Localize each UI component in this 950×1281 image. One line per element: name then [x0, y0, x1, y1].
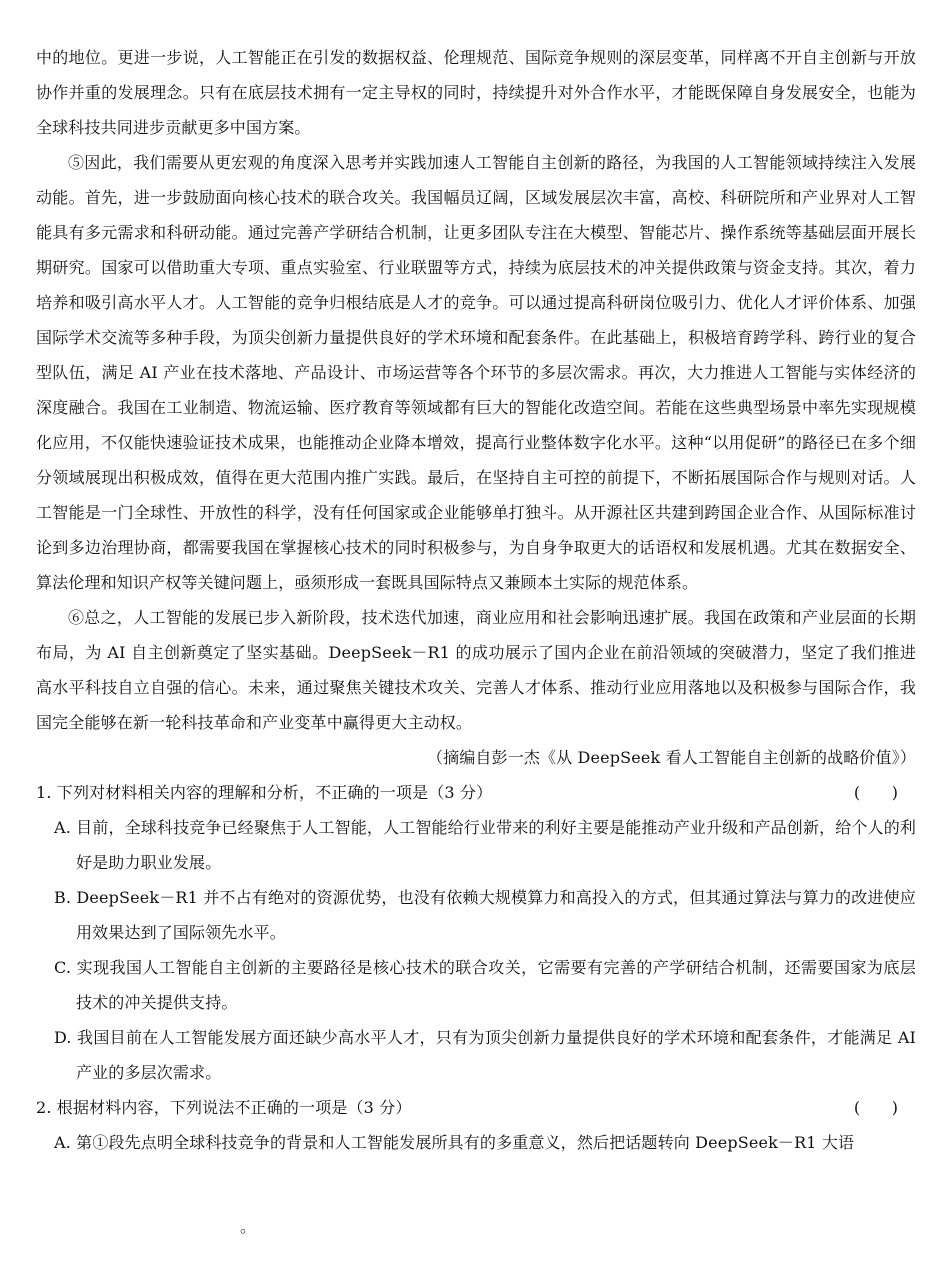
question-1-stem	[36, 775, 916, 810]
paragraph-6: ⑥总之，人工智能的发展已步入新阶段，技术迭代加速，商业应用和社会影响迅速扩展。我国在政策和产业层面的长期布局，为 AI 自主创新奠定了坚实基础。DeepSeek－R1 的成功展示了国内企业在前沿领域的突破潜力，坚定了我们推进高水平科技自立自强的信心。未来，通过聚焦关键技术攻关、完善人才体系、推动行业应用落地以及积极参与国际合作，我国完全能够在新一轮科技革命和产业变革中赢得更大主动权。	[36, 608, 916, 732]
source-citation: （摘编自彭一杰《从 DeepSeek 看人工智能自主创新的战略价值》）	[426, 748, 916, 767]
question-1-option-a: A. 目前，全球科技竞争已经聚焦于人工智能，人工智能给行业带来的利好主要是能推动产业升级和产品创新，给个人的利好是助力职业发展。	[54, 818, 916, 872]
question-1-text: 1. 下列对材料相关内容的理解和分析，不正确的一项是（3 分）	[36, 783, 493, 802]
intro-paragraph: 中的地位。更进一步说，人工智能正在引发的数据权益、伦理规范、国际竞争规则的深层变革，同样离不开自主创新与开放协作并重的发展理念。只有在底层技术拥有一定主导权的同时，持续提升对外合作水平，才能既保障自身发展安全，也能为全球科技共同进步贡献更多中国方案。	[36, 48, 916, 137]
question-1-option-d: D. 我国目前在人工智能发展方面还缺少高水平人才，只有为顶尖创新力量提供良好的学术环境和配套条件，才能满足 AI 产业的多层次需求。	[54, 1028, 916, 1082]
paragraph-5: ⑤因此，我们需要从更宏观的角度深入思考并实践加速人工智能自主创新的路径，为我国的人工智能领域持续注入发展动能。首先，进一步鼓励面向核心技术的联合攻关。我国幅员辽阔，区域发展层次丰富，高校、科研院所和产业界对人工智能具有多元需求和科研动能。通过完善产学研结合机制，让更多团队专注在大模型、智能芯片、操作系统等基础层面开展长期研究。国家可以借助重大专项、重点实验室、行业联盟等方式，持续为底层技术的冲关提供政策与资金支持。其次，着力培养和吸引高水平人才。人工智能的竞争归根结底是人才的竞争。可以通过提高科研岗位吸引力、优化人才评价体系、加强国际学术交流等多种手段，为顶尖创新力量提供良好的学术环境和配套条件。在此基础上，积极培育跨学科、跨行业的复合型队伍，满足 AI 产业在技术落地、产品设计、市场运营等各个环节的多层次需求。再次，大力推进人工智能与实体经济的深度融合。我国在工业制造、物流运输、医疗教育等领域都有巨大的智能化改造空间。若能在这些典型场景中率先实现规模化应用，不仅能快速验证技术成果，也能推动企业降本增效，提高行业整体数字化水平。这种“以用促研”的路径已在多个细分领域展现出积极成效，值得在更大范围内推广实践。最后，在坚持自主可控的前提下，不断拓展国际合作与规则对话。人工智能是一门全球性、开放性的科学，没有任何国家或企业能够单打独斗。从开源社区共建到跨国企业合作、从国际标准讨论到多边治理协商，都需要我国在掌握核心技术的同时积极参与，为自身争取更大的话语权和发展机遇。尤其在数据安全、算法伦理和知识产权等关键问题上，亟须形成一套既具国际特点又兼顾本土实际的规范体系。	[36, 153, 916, 592]
question-2-answer-blank: ( )	[853, 1098, 899, 1117]
exam-page	[36, 40, 916, 1240]
question-1-answer-blank: ( )	[853, 783, 899, 802]
question-2-text: 2. 根据材料内容，下列说法不正确的一项是（3 分）	[36, 1098, 412, 1117]
question-2-stem	[36, 1090, 916, 1125]
question-1-option-c: C. 实现我国人工智能自主创新的主要路径是核心技术的联合攻关，它需要有完善的产学研结合机制，还需要国家为底层技术的冲关提供支持。	[54, 958, 916, 1012]
trailing-mark: 。	[240, 1217, 257, 1236]
question-1-option-b: B. DeepSeek－R1 并不占有绝对的资源优势，也没有依赖大规模算力和高投入的方式，但其通过算法与算力的改进使应用效果达到了国际领先水平。	[54, 888, 916, 942]
question-2-option-a: A. 第①段先点明全球科技竞争的背景和人工智能发展所具有的多重意义，然后把话题转向 DeepSeek－R1 大语	[54, 1133, 855, 1152]
